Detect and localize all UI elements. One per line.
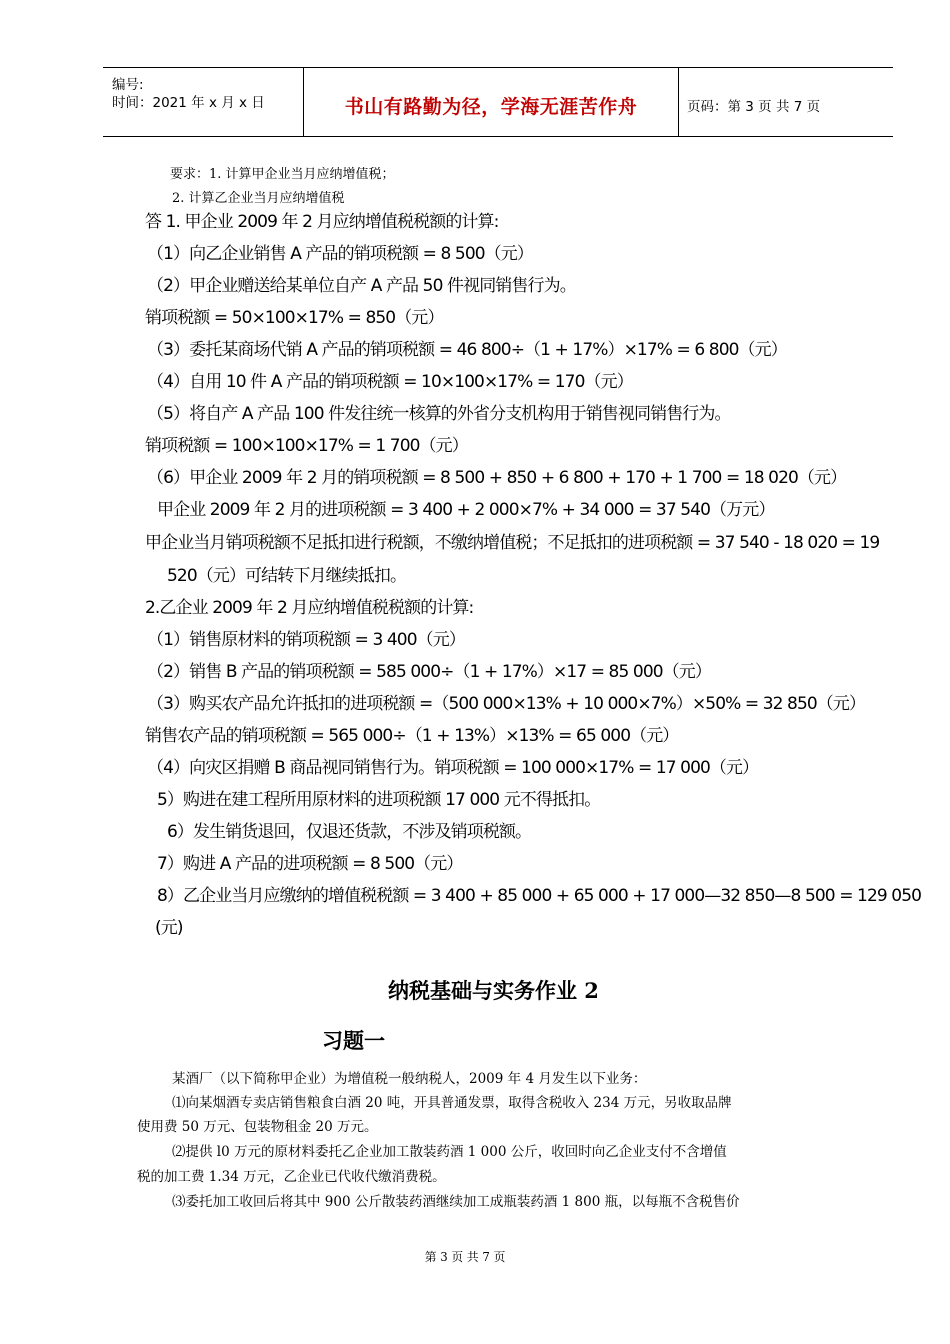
answer-line: （3）购买农产品允许抵扣的进项税额 =（500 000×13% + 10 000×7%）×50% = 32 850（元）: [147, 694, 866, 714]
exercise-line: ⑶委托加工收回后将其中 900 公斤散装药酒继续加工成瓶装药酒 1 800 瓶，以每瓶不含税售价: [172, 1194, 740, 1210]
answer-line: （2）甲企业赠送给某单位自产 A 产品 50 件视同销售行为。: [147, 276, 576, 296]
exercise-line: 税的加工费 1.34 万元，乙企业已代收代缴消费税。: [137, 1169, 446, 1185]
answer-line: 6）发生销货退回，仅退还货款，不涉及销项税额。: [167, 822, 532, 842]
exercise-line: ⑵提供 l0 万元的原材料委托乙企业加工散装药酒 1 000 公斤，收回时向乙企业支付不含增值: [172, 1144, 727, 1160]
time-label: 时间：2021 年 x 月 x 日: [112, 95, 265, 111]
header-middle-cell: [304, 68, 679, 136]
answer-line: 2.乙企业 2009 年 2 月应纳增值税税额的计算:: [145, 598, 474, 618]
answer-line: 520（元）可结转下月继续抵扣。: [167, 566, 407, 586]
exercise-title: 习题一: [322, 1028, 385, 1053]
answer-line: (元): [155, 918, 183, 938]
exercise-line: 使用费 50 万元、包装物租金 20 万元。: [137, 1119, 378, 1135]
answer-line: （4）自用 10 件 A 产品的销项税额 = 10×100×17% = 170（元）: [147, 372, 633, 392]
exercise-line: 某酒厂（以下简称甲企业）为增值税一般纳税人，2009 年 4 月发生以下业务：: [172, 1071, 647, 1087]
motto: 书山有路勤为径，学海无涯苦作舟: [344, 96, 638, 118]
answer-line: 答 1. 甲企业 2009 年 2 月应纳增值税税额的计算:: [145, 212, 499, 232]
answer-line: （3）委托某商场代销 A 产品的销项税额 = 46 800÷（1 + 17%）×17% = 6 800（元）: [147, 340, 787, 360]
answer-line: 7）购进 A 产品的进项税额 = 8 500（元）: [157, 854, 463, 874]
section-title: 纳税基础与实务作业 2: [388, 978, 599, 1003]
answer-line: 8）乙企业当月应缴纳的增值税税额 = 3 400 + 85 000 + 65 000 + 17 000—32 850—8 500 = 129 050: [157, 886, 922, 906]
answer-line: （2）销售 B 产品的销项税额 = 585 000÷（1 + 17%）×17 = 85 000（元）: [147, 662, 711, 682]
answer-line: 甲企业当月销项税额不足抵扣进行税额，不缴纳增值税；不足抵扣的进项税额 = 37 540 - 18 020 = 19: [145, 533, 880, 553]
header-left-cell: [103, 68, 304, 136]
number-label: 编号:: [112, 77, 144, 93]
header-table: [103, 67, 893, 137]
page-label: 页码：第 3 页 共 7 页: [687, 99, 821, 115]
answer-line: （4）向灾区捐赠 B 商品视同销售行为。销项税额 = 100 000×17% = 17 000（元）: [147, 758, 759, 778]
answer-line: （1）销售原材料的销项税额 = 3 400（元）: [147, 630, 465, 650]
answer-line: 销项税额 = 100×100×17% = 1 700（元）: [145, 436, 468, 456]
answer-line: 销项税额 = 50×100×17% = 850（元）: [145, 308, 444, 328]
requirement-line: 要求：1. 计算甲企业当月应纳增值税；: [170, 167, 395, 182]
answer-line: 甲企业 2009 年 2 月的进项税额 = 3 400 + 2 000×7% + 34 000 = 37 540（万元）: [157, 500, 775, 520]
answer-line: （1）向乙企业销售 A 产品的销项税额 = 8 500（元）: [147, 244, 533, 264]
answer-line: 5）购进在建工程所用原材料的进项税额 17 000 元不得抵扣。: [157, 790, 601, 810]
requirement-line: 2. 计算乙企业当月应纳增值税: [172, 191, 345, 206]
page-footer: 第 3 页 共 7 页: [424, 1250, 506, 1264]
answer-line: （6）甲企业 2009 年 2 月的销项税额 = 8 500 + 850 + 6 800 + 170 + 1 700 = 18 020（元）: [147, 468, 847, 488]
exercise-line: ⑴向某烟酒专卖店销售粮食白酒 20 吨，开具普通发票，取得含税收入 234 万元，另收取品牌: [172, 1095, 732, 1111]
answer-line: （5）将自产 A 产品 100 件发往统一核算的外省分支机构用于销售视同销售行为。: [147, 404, 731, 424]
header-right-cell: [679, 68, 893, 136]
answer-line: 销售农产品的销项税额 = 565 000÷（1 + 13%）×13% = 65 000（元）: [145, 726, 679, 746]
